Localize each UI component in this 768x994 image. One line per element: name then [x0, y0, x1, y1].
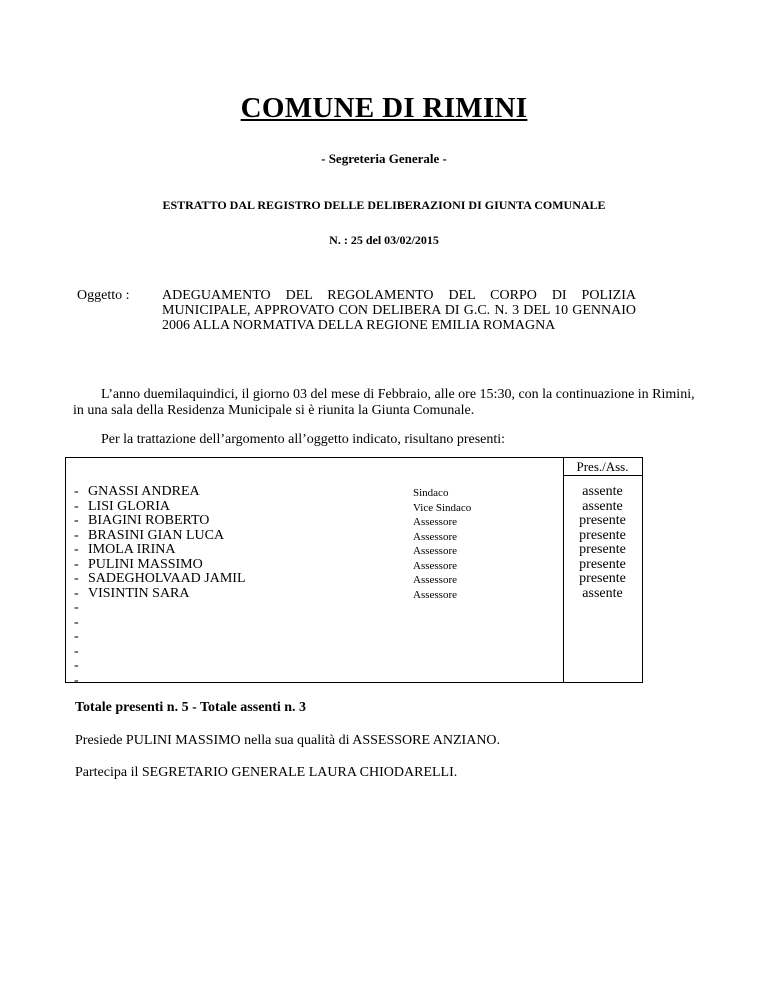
row-dash: - [74, 513, 79, 528]
member-status: assente [582, 498, 623, 514]
member-role: Assessore [413, 559, 457, 572]
member-row [74, 558, 246, 573]
member-name: IMOLA IRINA [88, 542, 176, 557]
empty-row [74, 630, 246, 645]
row-dash: - [74, 658, 79, 673]
empty-row [74, 616, 246, 631]
row-dash: - [74, 527, 79, 543]
member-row [74, 529, 246, 544]
member-role: Assessore [413, 530, 457, 543]
deliberation-number: N. : 25 del 03/02/2015 [329, 233, 439, 247]
member-status: presente [579, 542, 626, 557]
presiede-line: Presiede PULINI MASSIMO nella sua qualità di ASSESSORE ANZIANO. [75, 733, 501, 748]
member-status-column [563, 485, 642, 601]
document-subtitle: - Segreteria Generale - [321, 151, 447, 166]
row-dash: - [74, 556, 79, 572]
member-names-column [74, 485, 246, 688]
row-dash: - [74, 600, 79, 615]
member-name: VISINTIN SARA [88, 585, 190, 601]
member-name: SADEGHOLVAAD JAMIL [88, 571, 246, 586]
member-row [74, 485, 246, 500]
member-status: presente [579, 513, 626, 528]
member-row [74, 500, 246, 515]
member-name: BIAGINI ROBERTO [88, 513, 210, 528]
row-dash: - [74, 542, 79, 557]
empty-row [74, 659, 246, 674]
member-row [74, 572, 246, 587]
empty-row [74, 601, 246, 616]
member-role: Vice Sindaco [413, 501, 472, 514]
member-status: presente [579, 527, 626, 543]
member-row [74, 587, 246, 602]
attendance-intro: Per la trattazione dell’argomento all’oggetto indicato, risultano presenti: [101, 432, 506, 447]
member-roles-column [413, 486, 471, 602]
member-status: presente [579, 571, 626, 586]
row-dash: - [74, 614, 79, 630]
empty-row [74, 645, 246, 660]
oggetto-label: Oggetto : [77, 288, 130, 303]
partecipa-line: Partecipa il SEGRETARIO GENERALE LAURA CHIODARELLI. [75, 765, 458, 780]
document-title: COMUNE DI RIMINI [240, 92, 528, 124]
member-role: Assessore [413, 574, 457, 586]
row-dash: - [74, 643, 79, 659]
member-row [74, 514, 246, 529]
row-dash: - [74, 484, 79, 499]
empty-row [74, 674, 246, 689]
pres-ass-header: Pres./Ass. [563, 458, 642, 476]
attendance-totals: Totale presenti n. 5 - Totale assenti n. 3 [75, 700, 307, 715]
row-dash: - [74, 585, 79, 601]
member-name: LISI GLORIA [88, 498, 171, 514]
member-name: BRASINI GIAN LUCA [88, 527, 225, 543]
member-role: Assessore [413, 545, 457, 557]
member-row [74, 543, 246, 558]
row-dash: - [74, 672, 79, 688]
member-name: GNASSI ANDREA [88, 484, 200, 499]
register-heading: ESTRATTO DAL REGISTRO DELLE DELIBERAZIONI DI GIUNTA COMUNALE [162, 198, 606, 212]
member-role: Assessore [413, 588, 457, 601]
member-status: assente [582, 484, 623, 499]
intro-paragraph: L’anno duemilaquindici, il giorno 03 del mese di Febbraio, alle ore 15:30, con la continuazione in Rimini, in una sala della Residenza Municipale si è riunita la Giunta Comunale. [73, 387, 695, 418]
member-status: presente [579, 556, 626, 572]
member-status: assente [582, 585, 623, 601]
row-dash: - [74, 498, 79, 514]
member-role: Assessore [413, 516, 457, 528]
row-dash: - [74, 629, 79, 644]
member-name: PULINI MASSIMO [88, 556, 203, 572]
row-dash: - [74, 571, 79, 586]
member-role: Sindaco [413, 487, 449, 499]
attendance-table [65, 457, 643, 688]
oggetto-text: ADEGUAMENTO DEL REGOLAMENTO DEL CORPO DI POLIZIA MUNICIPALE, APPROVATO CON DELIBERA DI G.C. N. 3 DEL 10 GENNAIO 2006 ALLA NORMATIVA DELLA REGIONE EMILIA ROMAGNA [162, 288, 636, 333]
